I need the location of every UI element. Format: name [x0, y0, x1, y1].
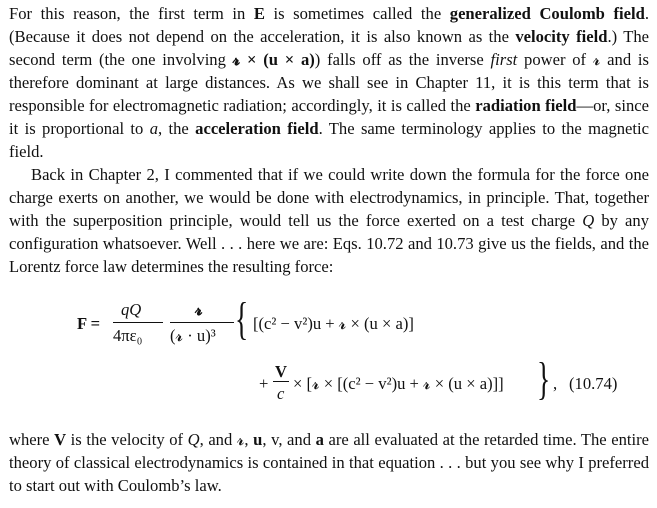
- emphasis-first: first: [490, 50, 518, 69]
- text-run: , and 𝓻,: [199, 430, 254, 449]
- fraction-numerator-V: V: [275, 362, 287, 381]
- fraction-bar: [113, 322, 163, 323]
- document-page: [9, 2, 649, 497]
- text-run: where: [9, 430, 55, 449]
- text-run: . (Because it does not depend on the acceleration, it is also known as the: [9, 4, 649, 46]
- equation-10-74: [9, 284, 649, 424]
- paragraph-2: [9, 163, 649, 278]
- equation-lhs: F =: [77, 314, 101, 333]
- equation-comma: ,: [553, 374, 558, 393]
- text-run: is the velocity of: [66, 430, 188, 449]
- symbol-E: E: [253, 4, 265, 23]
- text-run: Back in Chapter 2, I commented that if we could write down the formula for the force one charge exerts on another, we would be done with electrodynamics, in principle. That, together with the superposition principle, would tell us the force exerted on a test charge: [9, 165, 649, 230]
- right-brace: }: [537, 353, 551, 404]
- fraction-numerator-script-r: 𝓻: [195, 300, 203, 319]
- term-radiation-field: radiation field: [475, 96, 577, 115]
- paragraph-1: [9, 2, 649, 163]
- symbol-u: u: [253, 430, 263, 449]
- text-run: , the: [158, 119, 196, 138]
- inline-expression: 𝓻 × (u × a): [232, 50, 315, 69]
- symbol-a: a: [149, 119, 158, 138]
- symbol-V: V: [54, 430, 67, 449]
- symbol-Q: Q: [582, 211, 595, 230]
- text-run: are all evaluated at the retarded time. The entire theory of classical electrodynamics is contained in that equation . . . but you see why I preferred to start out with Coulomb’s law.: [9, 430, 650, 495]
- equation-plus: +: [259, 374, 269, 393]
- fraction-denominator-c: c: [277, 384, 285, 403]
- term-velocity-field: velocity field: [515, 27, 608, 46]
- term-generalized-coulomb-field: generalized Coulomb field: [449, 4, 645, 23]
- equation-line-2: × [𝓻 × [(c² − v²)u + 𝓻 × (u × a)]]: [293, 374, 504, 393]
- text-run: by any configuration whatsoever. Well . . . here we are: Eqs. 10.72 and 10.73 give us the fields, and the Lorentz force law determines the resulting force:: [9, 211, 649, 276]
- text-run: For this reason, the first term in: [9, 4, 254, 23]
- symbol-a: a: [315, 430, 324, 449]
- term-acceleration-field: acceleration field: [195, 119, 319, 138]
- text-run: . The same terminology applies to the magnetic field.: [9, 119, 649, 161]
- fraction-denominator-4-pi-epsilon: 4πε₀: [113, 326, 143, 345]
- left-brace: {: [235, 293, 249, 344]
- paragraph-3: [9, 428, 649, 497]
- text-run: —or, since it is proportional to: [9, 96, 649, 138]
- text-run: power of 𝓻 and is therefore dominant at large distances. As we shall see in Chapter 11, it is this term that is responsible for electromagnetic radiation; accordingly, it is called the: [9, 50, 649, 115]
- fraction-numerator-qQ: qQ: [121, 300, 142, 319]
- symbol-Q: Q: [187, 430, 200, 449]
- fraction-denominator: (𝓻 · u)³: [170, 326, 216, 345]
- equation-line-1: [(c² − v²)u + 𝓻 × (u × a)]: [253, 314, 414, 333]
- text-run: ) falls off as the inverse: [314, 50, 491, 69]
- fraction-bar: [170, 322, 234, 323]
- text-run: , v, and: [262, 430, 316, 449]
- text-run: .) The second term (the one involving: [9, 27, 649, 69]
- text-run: is sometimes called the: [264, 4, 450, 23]
- equation-number: (10.74): [569, 374, 618, 393]
